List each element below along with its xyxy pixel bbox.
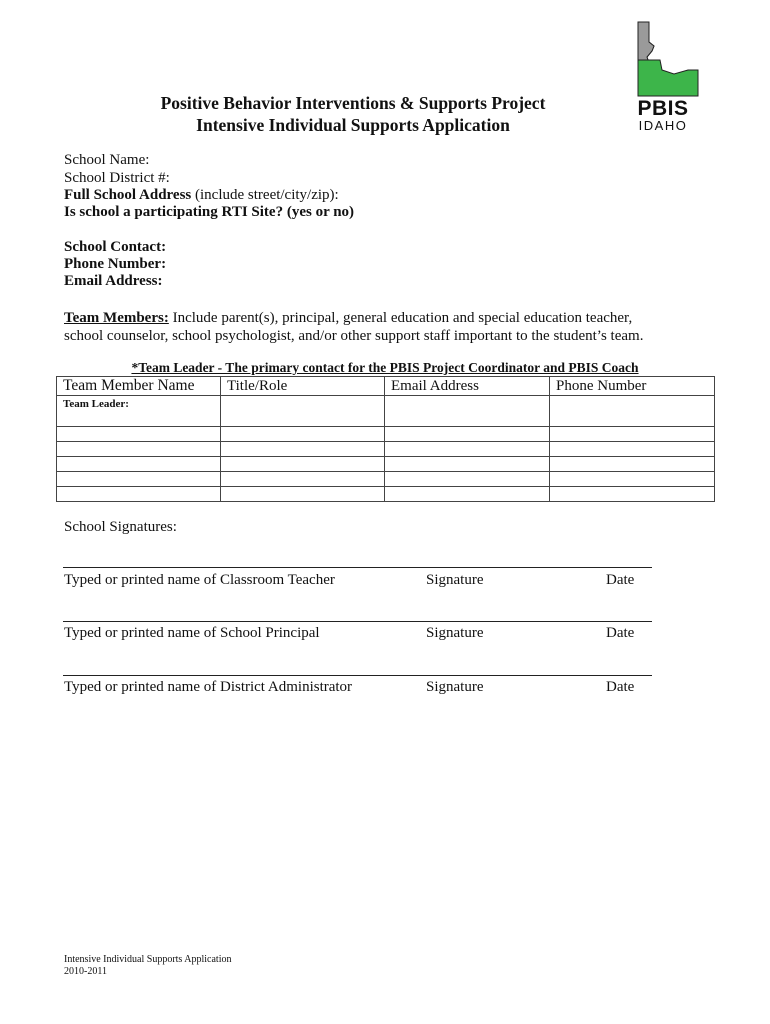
header-email-address: Email Address xyxy=(385,377,550,396)
classroom-teacher-signature-line[interactable] xyxy=(63,567,652,568)
team-members-label: Team Members: xyxy=(64,310,169,326)
classroom-teacher-signature-label: Signature xyxy=(426,572,484,588)
logo-idaho-text: IDAHO xyxy=(638,118,688,133)
table-cell[interactable] xyxy=(221,396,385,427)
team-members-text: Include parent(s), principal, general education and special education teacher, school counselor, school psychologist, and/or other support staff important to the student’s team. xyxy=(64,310,644,344)
table-cell[interactable] xyxy=(550,427,715,442)
rti-site-field[interactable]: Is school a participating RTI Site? (yes or no) xyxy=(64,204,355,220)
school-address-label: Full School Address xyxy=(64,187,192,203)
table-cell[interactable] xyxy=(221,487,385,502)
district-administrator-name-label: Typed or printed name of District Administrator xyxy=(64,679,353,695)
table-cell[interactable] xyxy=(550,487,715,502)
team-leader-label[interactable]: Team Leader: xyxy=(57,396,221,427)
table-cell[interactable] xyxy=(385,487,550,502)
school-address-field[interactable] xyxy=(64,187,339,204)
table-row-team-leader xyxy=(57,396,715,427)
school-principal-signature-line[interactable] xyxy=(63,621,652,622)
table-row xyxy=(57,487,715,502)
team-leader-note: *Team Leader - The primary contact for the PBIS Project Coordinator and PBIS Coach xyxy=(131,360,639,375)
district-administrator-date-label: Date xyxy=(606,679,635,695)
team-members-table xyxy=(56,376,715,502)
table-cell[interactable] xyxy=(385,442,550,457)
table-cell[interactable] xyxy=(57,427,221,442)
table-cell[interactable] xyxy=(550,472,715,487)
table-cell[interactable] xyxy=(385,457,550,472)
table-row xyxy=(57,472,715,487)
table-cell[interactable] xyxy=(385,472,550,487)
table-cell[interactable] xyxy=(57,442,221,457)
table-cell[interactable] xyxy=(550,442,715,457)
header-title-role: Title/Role xyxy=(221,377,385,396)
footer-year: 2010-2011 xyxy=(64,966,107,977)
table-cell[interactable] xyxy=(221,457,385,472)
form-title: Positive Behavior Interventions & Supports Project xyxy=(160,93,546,113)
classroom-teacher-date-label: Date xyxy=(606,572,635,588)
classroom-teacher-name-label: Typed or printed name of Classroom Teacher xyxy=(64,572,335,588)
table-cell[interactable] xyxy=(221,472,385,487)
school-contact-field[interactable]: School Contact: xyxy=(64,239,167,255)
team-members-instructions xyxy=(64,309,674,345)
school-address-hint: (include street/city/zip): xyxy=(191,187,339,203)
footer-document-name: Intensive Individual Supports Application xyxy=(64,954,232,965)
table-row xyxy=(57,442,715,457)
header-team-member-name: Team Member Name xyxy=(57,377,221,396)
school-principal-name-label: Typed or printed name of School Principal xyxy=(64,625,320,641)
email-address-field[interactable]: Email Address: xyxy=(64,273,163,289)
logo-pbis-text: PBIS xyxy=(637,97,689,120)
table-cell[interactable] xyxy=(385,427,550,442)
district-administrator-signature-line[interactable] xyxy=(63,675,652,676)
table-cell[interactable] xyxy=(385,396,550,427)
school-signatures-heading: School Signatures: xyxy=(64,519,177,535)
table-row xyxy=(57,427,715,442)
school-district-field[interactable]: School District #: xyxy=(64,170,170,186)
phone-number-field[interactable]: Phone Number: xyxy=(64,256,167,272)
school-principal-signature-label: Signature xyxy=(426,625,484,641)
school-principal-date-label: Date xyxy=(606,625,635,641)
header-phone-number: Phone Number xyxy=(550,377,715,396)
table-cell[interactable] xyxy=(221,427,385,442)
district-administrator-signature-label: Signature xyxy=(426,679,484,695)
table-cell[interactable] xyxy=(550,396,715,427)
table-row xyxy=(57,457,715,472)
table-cell[interactable] xyxy=(221,442,385,457)
idaho-state-icon xyxy=(618,20,708,98)
table-cell[interactable] xyxy=(57,472,221,487)
form-subtitle: Intensive Individual Supports Application xyxy=(196,115,510,135)
table-cell[interactable] xyxy=(57,487,221,502)
table-header-row xyxy=(57,377,715,396)
school-name-field[interactable]: School Name: xyxy=(64,152,150,168)
table-cell[interactable] xyxy=(550,457,715,472)
table-cell[interactable] xyxy=(57,457,221,472)
